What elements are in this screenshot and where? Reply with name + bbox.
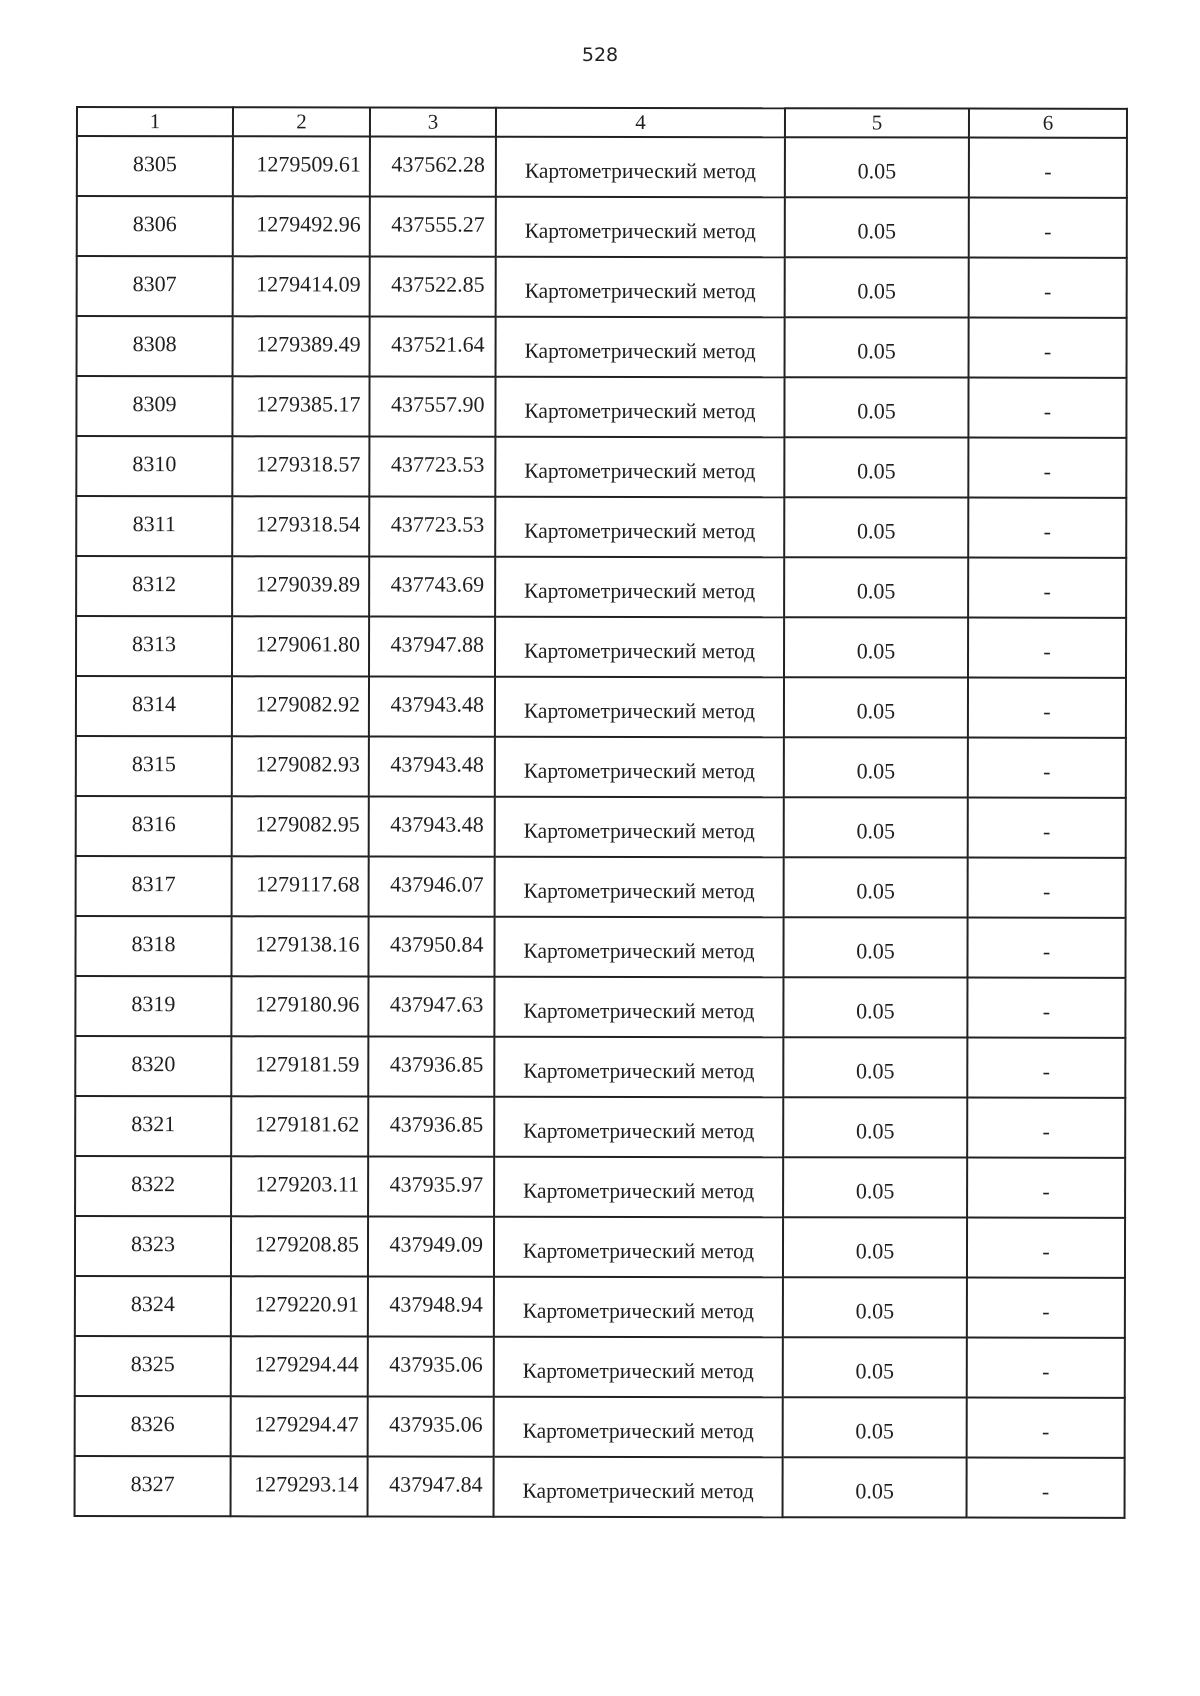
table-row [77,196,1127,258]
note-cell: - [967,1278,1125,1338]
x-coordinate-cell: 1279293.14 [231,1456,368,1516]
method-cell: Картометрический метод [494,917,783,978]
method-cell: Картометрический метод [495,677,784,738]
point-number-cell: 8306 [77,196,233,256]
method-cell: Картометрический метод [495,497,784,558]
x-coordinate-cell: 1279181.62 [231,1096,368,1156]
point-number-cell: 8325 [75,1336,231,1396]
error-cell: 0.05 [784,437,968,497]
point-number-cell: 8321 [75,1096,231,1156]
x-coordinate-cell: 1279318.57 [232,436,369,496]
y-coordinate-cell: 437522.85 [370,257,496,317]
method-cell: Картометрический метод [495,737,784,798]
note-cell: - [967,1158,1125,1218]
note-cell: - [968,438,1126,498]
method-cell: Картометрический метод [496,197,785,258]
y-coordinate-cell: 437935.06 [368,1397,494,1457]
note-cell: - [968,558,1126,618]
method-cell: Картометрический метод [494,977,783,1038]
error-cell: 0.05 [783,1217,967,1277]
point-number-cell: 8305 [77,136,233,196]
y-coordinate-cell: 437943.48 [369,677,495,737]
point-number-cell: 8310 [76,436,232,496]
note-cell: - [967,1098,1125,1158]
error-cell: 0.05 [784,557,968,617]
note-cell: - [968,798,1126,858]
x-coordinate-cell: 1279082.92 [232,676,369,736]
error-cell: 0.05 [784,377,968,437]
method-cell: Картометрический метод [494,1157,783,1218]
y-coordinate-cell: 437943.48 [369,737,495,797]
method-cell: Картометрический метод [494,1097,783,1158]
table-body [75,136,1127,1518]
y-coordinate-cell: 437935.97 [368,1157,494,1217]
y-coordinate-cell: 437935.06 [368,1337,494,1397]
coordinates-table-wrapper [74,106,1126,1519]
coordinates-table [74,106,1128,1519]
x-coordinate-cell: 1279414.09 [233,256,370,316]
error-cell: 0.05 [785,197,969,257]
note-cell: - [969,318,1127,378]
x-coordinate-cell: 1279138.16 [231,916,368,976]
point-number-cell: 8316 [76,796,232,856]
error-cell: 0.05 [783,1337,967,1397]
note-cell: - [969,198,1127,258]
header-row [77,107,1127,138]
column-header-1: 1 [77,107,233,136]
y-coordinate-cell: 437723.53 [369,497,495,557]
table-row [77,256,1127,318]
table-row [76,736,1126,798]
method-cell: Картометрический метод [494,1397,783,1458]
error-cell: 0.05 [783,1097,967,1157]
point-number-cell: 8314 [76,676,232,736]
table-row [75,1156,1125,1218]
table-row [75,976,1125,1038]
point-number-cell: 8322 [75,1156,231,1216]
point-number-cell: 8307 [77,256,233,316]
point-number-cell: 8309 [76,376,232,436]
x-coordinate-cell: 1279208.85 [231,1216,368,1276]
method-cell: Картометрический метод [494,1217,783,1278]
error-cell: 0.05 [783,1277,967,1337]
method-cell: Картометрический метод [495,797,784,858]
note-cell: - [967,918,1125,978]
method-cell: Картометрический метод [494,1277,783,1338]
x-coordinate-cell: 1279492.96 [233,196,370,256]
table-row [76,436,1126,498]
table-row [75,1336,1125,1398]
column-header-3: 3 [370,108,496,137]
method-cell: Картометрический метод [496,257,785,318]
y-coordinate-cell: 437723.53 [369,437,495,497]
note-cell: - [968,378,1126,438]
x-coordinate-cell: 1279294.47 [231,1396,368,1456]
column-header-2: 2 [233,107,370,136]
table-row [76,376,1126,438]
error-cell: 0.05 [783,1037,967,1097]
point-number-cell: 8312 [76,556,232,616]
y-coordinate-cell: 437946.07 [369,857,495,917]
method-cell: Картометрический метод [494,1337,783,1398]
table-row [76,616,1126,678]
y-coordinate-cell: 437947.84 [368,1457,494,1517]
note-cell: - [968,498,1126,558]
note-cell: - [967,1038,1125,1098]
table-row [76,796,1126,858]
note-cell: - [968,678,1126,738]
error-cell: 0.05 [784,797,968,857]
y-coordinate-cell: 437562.28 [370,137,496,197]
x-coordinate-cell: 1279117.68 [232,856,369,916]
error-cell: 0.05 [785,317,969,377]
x-coordinate-cell: 1279318.54 [232,496,369,556]
y-coordinate-cell: 437949.09 [368,1217,494,1277]
note-cell: - [967,1458,1125,1518]
method-cell: Картометрический метод [495,557,784,618]
method-cell: Картометрический метод [495,377,784,438]
point-number-cell: 8326 [75,1396,231,1456]
x-coordinate-cell: 1279039.89 [232,556,369,616]
note-cell: - [967,1338,1125,1398]
table-row [75,1276,1125,1338]
table-row [76,856,1126,918]
table-row [75,1036,1125,1098]
method-cell: Картометрический метод [495,857,784,918]
x-coordinate-cell: 1279509.61 [233,136,370,196]
table-row [77,136,1127,198]
error-cell: 0.05 [784,737,968,797]
y-coordinate-cell: 437557.90 [369,377,495,437]
point-number-cell: 8308 [77,316,233,376]
note-cell: - [969,258,1127,318]
y-coordinate-cell: 437555.27 [370,197,496,257]
y-coordinate-cell: 437947.88 [369,617,495,677]
table-row [75,1396,1125,1458]
error-cell: 0.05 [783,1157,967,1217]
note-cell: - [967,978,1125,1038]
y-coordinate-cell: 437948.94 [368,1277,494,1337]
error-cell: 0.05 [785,137,969,197]
table-row [76,496,1126,558]
table-row [75,1216,1125,1278]
error-cell: 0.05 [784,497,968,557]
note-cell: - [968,618,1126,678]
x-coordinate-cell: 1279294.44 [231,1336,368,1396]
point-number-cell: 8313 [76,616,232,676]
y-coordinate-cell: 437743.69 [369,557,495,617]
method-cell: Картометрический метод [495,437,784,498]
point-number-cell: 8323 [75,1216,231,1276]
x-coordinate-cell: 1279082.95 [232,796,369,856]
table-row [75,1096,1125,1158]
x-coordinate-cell: 1279385.17 [232,376,369,436]
point-number-cell: 8327 [75,1456,231,1516]
error-cell: 0.05 [784,857,968,917]
method-cell: Картометрический метод [494,1457,783,1518]
note-cell: - [968,858,1126,918]
column-header-6: 6 [969,109,1127,138]
x-coordinate-cell: 1279082.93 [232,736,369,796]
error-cell: 0.05 [785,257,969,317]
error-cell: 0.05 [783,1457,967,1517]
method-cell: Картометрический метод [494,1037,783,1098]
x-coordinate-cell: 1279220.91 [231,1276,368,1336]
column-header-4: 4 [496,108,785,138]
error-cell: 0.05 [784,677,968,737]
point-number-cell: 8317 [76,856,232,916]
table-row [75,1456,1125,1518]
column-header-5: 5 [785,108,969,137]
error-cell: 0.05 [784,617,968,677]
point-number-cell: 8320 [75,1036,231,1096]
error-cell: 0.05 [783,917,967,977]
y-coordinate-cell: 437943.48 [369,797,495,857]
note-cell: - [968,738,1126,798]
x-coordinate-cell: 1279203.11 [231,1156,368,1216]
x-coordinate-cell: 1279061.80 [232,616,369,676]
table-row [77,316,1127,378]
y-coordinate-cell: 437950.84 [368,917,494,977]
y-coordinate-cell: 437947.63 [368,977,494,1037]
y-coordinate-cell: 437936.85 [368,1037,494,1097]
method-cell: Картометрический метод [495,617,784,678]
note-cell: - [967,1218,1125,1278]
y-coordinate-cell: 437936.85 [368,1097,494,1157]
page-number: 528 [581,44,619,66]
table-row [76,556,1126,618]
point-number-cell: 8318 [75,916,231,976]
x-coordinate-cell: 1279181.59 [231,1036,368,1096]
table-row [76,676,1126,738]
error-cell: 0.05 [783,1397,967,1457]
point-number-cell: 8324 [75,1276,231,1336]
error-cell: 0.05 [783,977,967,1037]
x-coordinate-cell: 1279389.49 [233,316,370,376]
point-number-cell: 8319 [75,976,231,1036]
x-coordinate-cell: 1279180.96 [231,976,368,1036]
method-cell: Картометрический метод [496,137,785,198]
method-cell: Картометрический метод [496,317,785,378]
y-coordinate-cell: 437521.64 [370,317,496,377]
table-row [75,916,1125,978]
point-number-cell: 8311 [76,496,232,556]
note-cell: - [967,1398,1125,1458]
point-number-cell: 8315 [76,736,232,796]
note-cell: - [969,138,1127,198]
